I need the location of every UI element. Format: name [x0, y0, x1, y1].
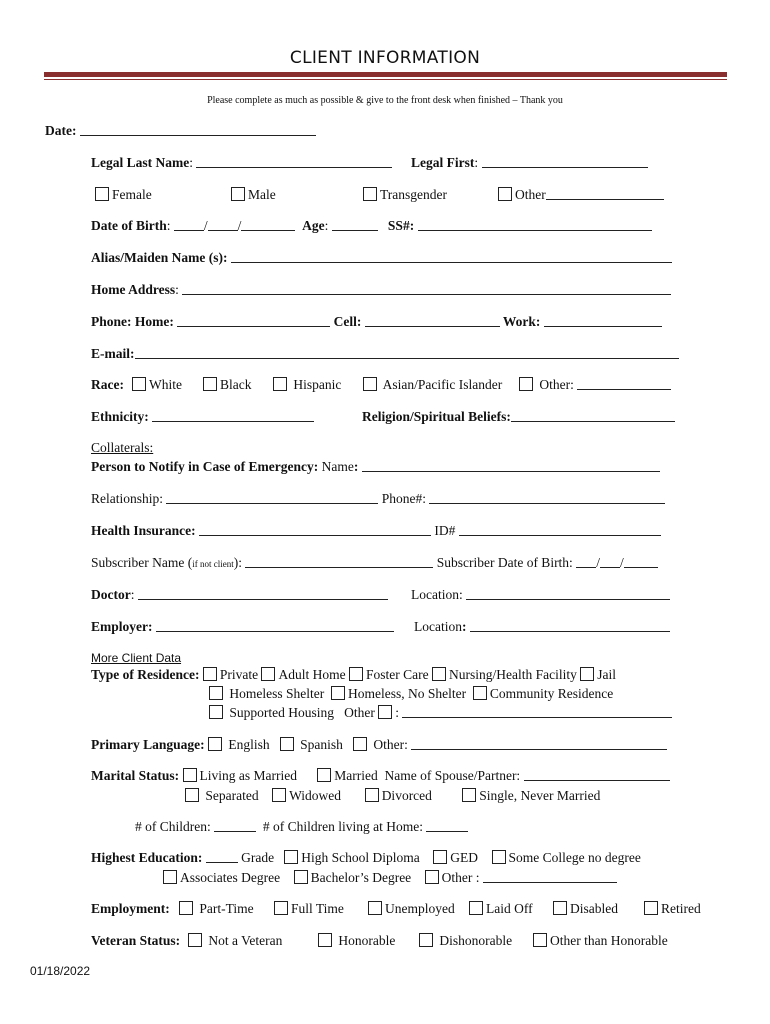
date-row: [45, 123, 316, 139]
ssn-field[interactable]: [418, 218, 652, 231]
children-home-field[interactable]: [426, 819, 468, 832]
language-other[interactable]: [353, 737, 408, 752]
subscriber-name-field[interactable]: [245, 555, 433, 568]
legal-last-label: Legal Last Name: [91, 155, 190, 170]
emergency-name-label: Name: [321, 459, 354, 474]
residence-nursing[interactable]: [432, 667, 577, 682]
race-white-label: White: [149, 377, 182, 392]
residence-other-label: Other: [344, 705, 375, 720]
education-some-college[interactable]: [492, 850, 641, 865]
checkbox[interactable]: [331, 686, 345, 700]
subscriber-name-end: ):: [233, 555, 242, 570]
residence-private[interactable]: [203, 667, 258, 682]
spouse-field[interactable]: [524, 768, 670, 781]
race-black-label: Black: [220, 377, 252, 392]
age-label: Age: [302, 218, 325, 233]
marital-divorced[interactable]: [365, 788, 432, 803]
subscriber-name-label: Subscriber Name (: [91, 555, 193, 570]
checkbox[interactable]: [209, 705, 223, 719]
home-address-row: Home Address:: [91, 282, 671, 298]
checkbox[interactable]: [498, 187, 512, 201]
spouse-label: Name of Spouse/Partner:: [384, 768, 521, 783]
age-field[interactable]: [332, 218, 378, 231]
phone-row: [91, 314, 662, 330]
employment-unemployed[interactable]: [368, 901, 455, 917]
employer-location-field[interactable]: [470, 619, 670, 632]
ssn-label: SS#:: [387, 218, 415, 233]
email-field[interactable]: [135, 346, 679, 359]
marital-label: Marital Status:: [91, 768, 180, 783]
checkbox[interactable]: [280, 737, 294, 751]
residence-adult-home[interactable]: [261, 667, 345, 682]
employment-full-time-label: Full Time: [291, 901, 344, 916]
residence-row-1: [91, 667, 616, 683]
veteran-dishonorable[interactable]: [419, 933, 512, 949]
residence-row-2: [209, 686, 613, 702]
veteran-label: Veteran Status:: [91, 933, 181, 948]
footer-date: 01/18/2022: [30, 964, 91, 978]
employer-location-label: Location: [414, 619, 462, 634]
residence-jail[interactable]: [580, 667, 616, 682]
marital-widowed-label: Widowed: [289, 788, 342, 803]
instructions: Please complete as much as possible & give to the front desk when finished – Thank you: [207, 95, 563, 106]
residence-supported-housing[interactable]: [209, 705, 334, 720]
checkbox[interactable]: [274, 901, 288, 915]
checkbox[interactable]: [365, 788, 379, 802]
race-other-field[interactable]: [577, 377, 671, 390]
checkbox[interactable]: [473, 686, 487, 700]
alias-row: [91, 250, 672, 266]
checkbox[interactable]: [261, 667, 275, 681]
education-some-college-label: Some College no degree: [508, 850, 641, 865]
health-ins-row: [91, 523, 661, 539]
race-other-label: Other:: [539, 377, 574, 392]
page-title: CLIENT INFORMATION: [289, 48, 481, 68]
checkbox[interactable]: [349, 667, 363, 681]
health-ins-field[interactable]: [199, 523, 431, 536]
residence-homeless-no-shelter-label: Homeless, No Shelter: [347, 686, 467, 701]
race-hispanic-label: Hispanic: [293, 377, 342, 392]
education-associates-label: Associates Degree: [180, 870, 281, 885]
gender-male[interactable]: [231, 187, 276, 203]
education-bachelors-label: Bachelor’s Degree: [310, 870, 412, 885]
residence-label: Type of Residence:: [91, 667, 200, 682]
employment-disabled-label: Disabled: [570, 901, 618, 916]
home-address-field[interactable]: [182, 282, 671, 295]
relationship-row: [91, 491, 665, 507]
employer-label: Employer:: [91, 619, 153, 634]
residence-foster-care-label: Foster Care: [365, 667, 429, 682]
education-hs-label: High School Diploma: [301, 850, 420, 865]
residence-private-label: Private: [219, 667, 259, 682]
ethnicity-field[interactable]: [152, 409, 314, 422]
checkbox[interactable]: [208, 737, 222, 751]
race-other[interactable]: [519, 377, 671, 393]
grade-field[interactable]: [206, 850, 238, 863]
gender-transgender[interactable]: [363, 187, 447, 203]
religion-label: Religion/Spiritual Beliefs:: [362, 409, 511, 424]
residence-adult-home-label: Adult Home: [278, 667, 346, 682]
relationship-field[interactable]: [166, 491, 378, 504]
checkbox[interactable]: [188, 933, 202, 947]
gender-male-label: Male: [248, 187, 276, 202]
subscriber-dob-label: Subscriber Date of Birth:: [436, 555, 573, 570]
veteran-dishonorable-label: Dishonorable: [439, 933, 513, 948]
marital-living-label: Living as Married: [199, 768, 297, 783]
legal-first-field[interactable]: [482, 155, 648, 168]
relationship-label: Relationship:: [91, 491, 163, 506]
language-label: Primary Language:: [91, 737, 205, 752]
race-white[interactable]: [132, 377, 182, 393]
dob-month-field[interactable]: [174, 218, 204, 231]
work-field[interactable]: [544, 314, 662, 327]
employer-field[interactable]: [156, 619, 394, 632]
cell-label: Cell:: [333, 314, 362, 329]
education-ged-label: GED: [450, 850, 478, 865]
race-asian-label: Asian/Pacific Islander: [382, 377, 503, 392]
residence-other-checkbox[interactable]: [378, 705, 392, 719]
date-label: Date:: [45, 123, 77, 138]
religion-field[interactable]: [511, 409, 675, 422]
education-label: Highest Education:: [91, 850, 203, 865]
legal-last-field[interactable]: [196, 155, 392, 168]
language-english[interactable]: [208, 737, 270, 752]
residence-homeless-shelter[interactable]: [209, 686, 324, 701]
checkbox[interactable]: [368, 901, 382, 915]
veteran-other-label: Other than Honorable: [550, 933, 668, 948]
checkbox[interactable]: [425, 870, 439, 884]
veteran-not-label: Not a Veteran: [208, 933, 283, 948]
education-associates[interactable]: [163, 870, 280, 885]
marital-row-1: [91, 768, 670, 784]
employment-unemployed-label: Unemployed: [385, 901, 455, 916]
residence-homeless-no-shelter[interactable]: [331, 686, 466, 701]
residence-supported-housing-label: Supported Housing: [229, 705, 334, 720]
employment-part-time[interactable]: [179, 901, 254, 917]
checkbox[interactable]: [183, 768, 197, 782]
checkbox[interactable]: [179, 901, 193, 915]
language-other-label: Other:: [373, 737, 408, 752]
residence-nursing-label: Nursing/Health Facility: [448, 667, 577, 682]
language-row: [91, 737, 667, 753]
checkbox[interactable]: [433, 850, 447, 864]
legal-first-row: Legal First:: [411, 155, 648, 171]
email-label: E-mail:: [91, 346, 135, 361]
religion-row: [362, 409, 675, 425]
health-ins-label: Health Insurance:: [91, 523, 196, 538]
language-spanish[interactable]: [280, 737, 343, 752]
employment-retired-label: Retired: [661, 901, 701, 916]
employment-retired[interactable]: [644, 901, 701, 917]
collaterals-heading: Collaterals:: [91, 440, 154, 455]
phone-home-field[interactable]: [177, 314, 330, 327]
checkbox[interactable]: [363, 187, 377, 201]
checkbox[interactable]: [294, 870, 308, 884]
subscriber-note: if not client: [192, 559, 234, 569]
checkbox[interactable]: [272, 788, 286, 802]
education-other-label: Other :: [441, 870, 480, 885]
checkbox[interactable]: [318, 933, 332, 947]
phone-home-label: Phone: Home:: [91, 314, 174, 329]
subscriber-dob-month[interactable]: [576, 555, 596, 568]
residence-jail-label: Jail: [597, 667, 616, 682]
marital-separated[interactable]: [185, 788, 259, 803]
education-ged[interactable]: [433, 850, 478, 865]
race-hispanic[interactable]: [273, 377, 341, 393]
marital-married-label: Married: [334, 768, 378, 783]
children-row: [135, 819, 468, 835]
header-rule: [44, 72, 727, 77]
home-address-label: Home Address: [91, 282, 176, 297]
grade-label: Grade: [241, 850, 275, 865]
doctor-row: Doctor:: [91, 587, 388, 603]
doctor-location-field[interactable]: [466, 587, 670, 600]
cell-field[interactable]: [365, 314, 500, 327]
children-label: # of Children:: [135, 819, 211, 834]
checkbox[interactable]: [580, 667, 594, 681]
employment-full-time[interactable]: [274, 901, 344, 917]
checkbox[interactable]: [469, 901, 483, 915]
language-other-field[interactable]: [411, 737, 667, 750]
checkbox[interactable]: [284, 850, 298, 864]
gender-other-field[interactable]: [546, 187, 664, 200]
veteran-honorable[interactable]: [318, 933, 395, 949]
doctor-location-label: Location:: [411, 587, 463, 602]
checkbox[interactable]: [553, 901, 567, 915]
checkbox[interactable]: [462, 788, 476, 802]
employment-laid-off-label: Laid Off: [486, 901, 533, 916]
checkbox[interactable]: [185, 788, 199, 802]
education-row-2: [163, 870, 617, 886]
doctor-location-row: [411, 587, 670, 603]
checkbox[interactable]: [209, 686, 223, 700]
email-row: [91, 346, 679, 362]
id-field[interactable]: [459, 523, 661, 536]
dob-year-field[interactable]: [241, 218, 295, 231]
employment-laid-off[interactable]: [469, 901, 533, 917]
race-label: Race:: [91, 377, 124, 392]
legal-first-label: Legal First: [411, 155, 475, 170]
checkbox[interactable]: [203, 377, 217, 391]
dob-label: Date of Birth: [91, 218, 167, 233]
checkbox[interactable]: [353, 737, 367, 751]
checkbox[interactable]: [163, 870, 177, 884]
gender-other-label: Other: [515, 187, 546, 202]
ethnicity-row: [91, 409, 314, 425]
race-black[interactable]: [203, 377, 252, 393]
checkbox[interactable]: [533, 933, 547, 947]
checkbox[interactable]: [432, 667, 446, 681]
education-other-field[interactable]: [483, 870, 617, 883]
ethnicity-label: Ethnicity:: [91, 409, 149, 424]
subscriber-dob-day[interactable]: [600, 555, 620, 568]
dob-day-field[interactable]: [208, 218, 238, 231]
emergency-label: Person to Notify in Case of Emergency:: [91, 459, 319, 474]
checkbox[interactable]: [95, 187, 109, 201]
checkbox[interactable]: [273, 377, 287, 391]
checkbox[interactable]: [492, 850, 506, 864]
work-label: Work:: [502, 314, 541, 329]
checkbox[interactable]: [363, 377, 377, 391]
employment-part-time-label: Part-Time: [199, 901, 254, 916]
veteran-other[interactable]: [533, 933, 668, 949]
residence-foster-care[interactable]: [349, 667, 429, 682]
dob-row: Date of Birth: / / Age: SS#:: [91, 218, 652, 234]
residence-row-3: Supported Housing Other :: [209, 705, 672, 721]
emergency-name-field[interactable]: [362, 459, 660, 472]
language-spanish-label: Spanish: [300, 737, 343, 752]
emergency-row: Person to Notify in Case of Emergency: Name:: [91, 459, 660, 475]
race-asian[interactable]: [363, 377, 502, 393]
subscriber-dob-year[interactable]: [624, 555, 658, 568]
marital-married[interactable]: [317, 768, 377, 783]
children-field[interactable]: [214, 819, 256, 832]
children-home-label: # of Children living at Home:: [262, 819, 423, 834]
veteran-honorable-label: Honorable: [338, 933, 396, 948]
gender-other[interactable]: [498, 187, 664, 203]
doctor-field[interactable]: [138, 587, 388, 600]
marital-separated-label: Separated: [205, 788, 259, 803]
alias-label: Alias/Maiden Name (s):: [91, 250, 228, 265]
marital-row-2: [185, 788, 600, 804]
language-english-label: English: [228, 737, 270, 752]
education-bachelors[interactable]: [294, 870, 412, 885]
phone-num-field[interactable]: [429, 491, 665, 504]
marital-living-as-married[interactable]: [183, 768, 297, 783]
employment-label: Employment:: [91, 901, 170, 916]
marital-single-label: Single, Never Married: [479, 788, 601, 803]
checkbox[interactable]: [419, 933, 433, 947]
more-client-data-heading: More Client Data: [91, 651, 182, 665]
gender-female[interactable]: [95, 187, 152, 203]
gender-female-label: Female: [112, 187, 152, 202]
education-hs-diploma[interactable]: [284, 850, 420, 865]
education-other[interactable]: [425, 870, 480, 885]
employment-disabled[interactable]: [553, 901, 618, 917]
veteran-not[interactable]: [188, 933, 282, 949]
doctor-label: Doctor: [91, 587, 131, 602]
employer-location-row: Location:: [414, 619, 670, 635]
residence-other-field[interactable]: [402, 705, 672, 718]
id-label: ID#: [434, 523, 456, 538]
gender-transgender-label: Transgender: [380, 187, 447, 202]
checkbox[interactable]: [519, 377, 533, 391]
checkbox[interactable]: [317, 768, 331, 782]
marital-single[interactable]: [462, 788, 600, 803]
marital-widowed[interactable]: [272, 788, 341, 803]
education-row-1: [91, 850, 641, 866]
alias-field[interactable]: [231, 250, 672, 263]
checkbox[interactable]: [203, 667, 217, 681]
checkbox[interactable]: [231, 187, 245, 201]
phone-num-label: Phone#:: [381, 491, 427, 506]
checkbox[interactable]: [644, 901, 658, 915]
marital-divorced-label: Divorced: [381, 788, 432, 803]
legal-last-row: Legal Last Name:: [91, 155, 392, 171]
header-rule-thin: [44, 79, 727, 80]
checkbox[interactable]: [132, 377, 146, 391]
subscriber-row: Subscriber Name (if not client): Subscriber Date of Birth: / /: [91, 555, 658, 571]
residence-community-label: Community Residence: [489, 686, 614, 701]
residence-community[interactable]: [473, 686, 613, 701]
date-field[interactable]: [80, 123, 316, 136]
employer-row: [91, 619, 394, 635]
residence-homeless-shelter-label: Homeless Shelter: [229, 686, 325, 701]
